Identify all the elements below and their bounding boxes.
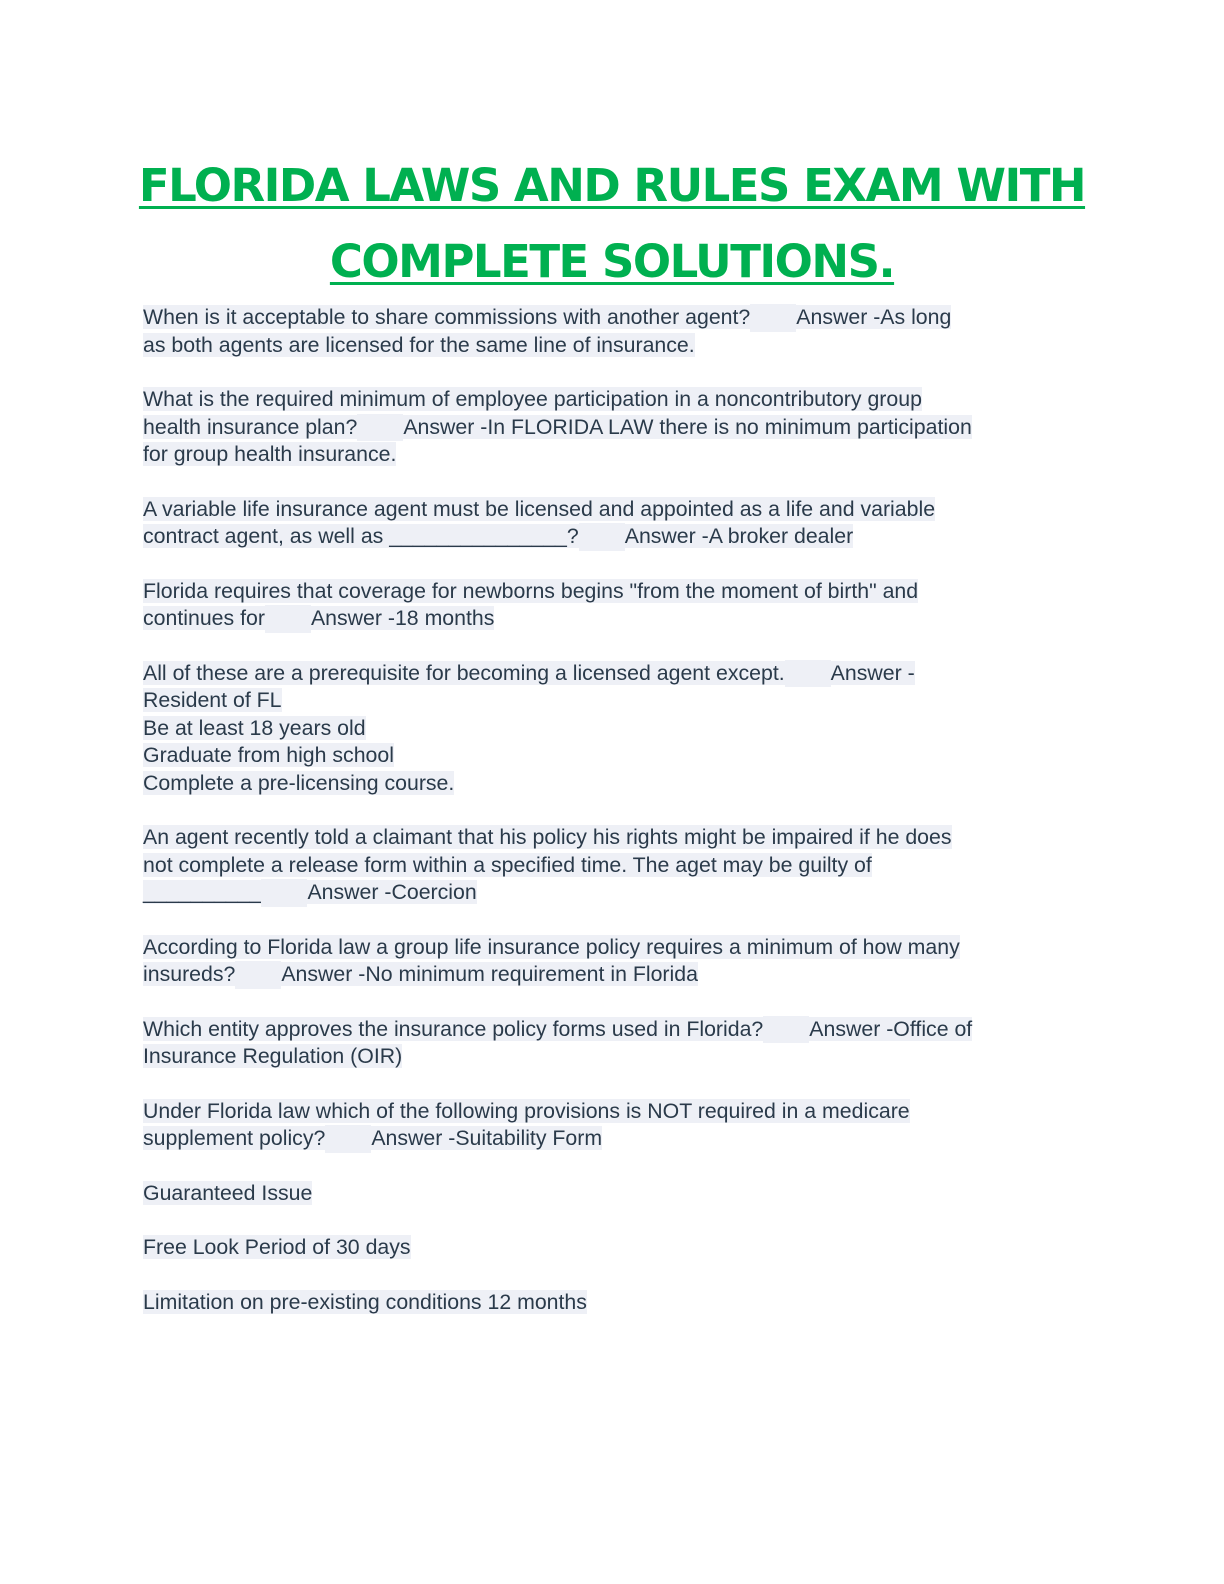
title-line-2: COMPLETE SOLUTIONS. (329, 235, 895, 288)
qa-line (143, 1043, 1078, 1071)
question-text: Florida requires that coverage for newborns begins "from the moment of birth" and (143, 578, 919, 603)
answer-text: Answer -A broker dealer (624, 524, 854, 548)
qa-item (143, 1234, 1078, 1262)
qa-line (143, 386, 1078, 414)
question-text: Resident of FL (143, 688, 282, 712)
answer-text: Answer -No minimum requirement in Florida (281, 962, 698, 986)
qa-line (143, 715, 1078, 743)
qa-line (143, 852, 1078, 880)
qa-line (143, 414, 1078, 442)
qa-line (143, 605, 1078, 633)
question-text: Limitation on pre-existing conditions 12 months (143, 1289, 587, 1314)
qa-line (143, 934, 1078, 962)
qa-item (143, 496, 1078, 551)
question-text: A variable life insurance agent must be licensed and appointed as a life and variable (143, 496, 936, 521)
title-line-1: FLORIDA LAWS AND RULES EXAM WITH (138, 159, 1086, 212)
qa-line (143, 770, 1078, 798)
qa-item (143, 1289, 1078, 1317)
qa-line (143, 1234, 1078, 1262)
answer-gap (357, 414, 403, 442)
answer-gap (750, 304, 796, 332)
qa-line (143, 1098, 1078, 1126)
qa-line (143, 961, 1078, 989)
answer-text: Answer -Coercion (307, 880, 477, 904)
answer-gap (763, 1016, 809, 1044)
question-text: Complete a pre-licensing course. (143, 770, 455, 795)
qa-line (143, 660, 1078, 688)
qa-line (143, 687, 1078, 715)
question-text: Guaranteed Issue (143, 1180, 313, 1205)
answer-gap (235, 961, 281, 989)
answer-gap (325, 1125, 371, 1153)
answer-text: Answer -Suitability Form (371, 1126, 603, 1150)
answer-text: Answer -18 months (310, 606, 495, 630)
qa-line (143, 523, 1078, 551)
document-title (0, 148, 1224, 300)
answer-gap (785, 660, 831, 688)
qa-line (143, 1125, 1078, 1153)
qa-line (143, 332, 1078, 360)
answer-text: Answer - (830, 660, 915, 685)
qa-item (143, 934, 1078, 989)
qa-list (143, 304, 1078, 1343)
answer-text: Answer -In FLORIDA LAW there is no minimum participation (403, 414, 972, 439)
qa-item (143, 1016, 1078, 1071)
qa-line (143, 879, 1078, 907)
question-text: An agent recently told a claimant that his policy his rights might be impaired if he does (143, 825, 952, 849)
question-text: According to Florida law a group life insurance policy requires a minimum of how many (143, 934, 960, 959)
qa-item (143, 304, 1078, 359)
question-text: Insurance Regulation (OIR) (143, 1044, 403, 1068)
question-text: contract agent, as well as _______________? (143, 524, 579, 548)
answer-text: Answer -As long (796, 305, 952, 329)
question-text: Free Look Period of 30 days (143, 1235, 411, 1259)
qa-item (143, 386, 1078, 469)
qa-item (143, 1098, 1078, 1153)
question-text: supplement policy? (143, 1126, 326, 1150)
qa-item (143, 660, 1078, 798)
answer-text: Answer -Office of (809, 1016, 973, 1041)
answer-gap (261, 879, 307, 907)
qa-line (143, 441, 1078, 469)
question-text: health insurance plan? (143, 414, 358, 439)
answer-gap (579, 523, 625, 551)
question-text: as both agents are licensed for the same line of insurance. (143, 332, 695, 357)
qa-line (143, 496, 1078, 524)
question-text: Which entity approves the insurance policy forms used in Florida? (143, 1016, 764, 1041)
question-text: continues for (143, 606, 265, 630)
question-text: Be at least 18 years old (143, 715, 366, 740)
qa-line (143, 742, 1078, 770)
qa-item (143, 578, 1078, 633)
question-text: Graduate from high school (143, 743, 394, 767)
question-text: Under Florida law which of the following provisions is NOT required in a medicare (143, 1098, 910, 1123)
qa-line (143, 1016, 1078, 1044)
qa-line (143, 1289, 1078, 1317)
qa-item (143, 1180, 1078, 1208)
question-text: What is the required minimum of employee participation in a noncontributory group (143, 387, 922, 411)
qa-line (143, 824, 1078, 852)
question-text: __________ (143, 880, 262, 904)
answer-gap (265, 605, 311, 633)
question-text: All of these are a prerequisite for becoming a licensed agent except. (143, 660, 785, 685)
question-text: insureds? (143, 962, 236, 986)
qa-line (143, 1180, 1078, 1208)
question-text: for group health insurance. (143, 442, 397, 466)
qa-line (143, 304, 1078, 332)
qa-line (143, 578, 1078, 606)
question-text: When is it acceptable to share commissions with another agent? (143, 305, 751, 329)
qa-item (143, 824, 1078, 907)
question-text: not complete a release form within a specified time. The aget may be guilty of (143, 852, 872, 877)
